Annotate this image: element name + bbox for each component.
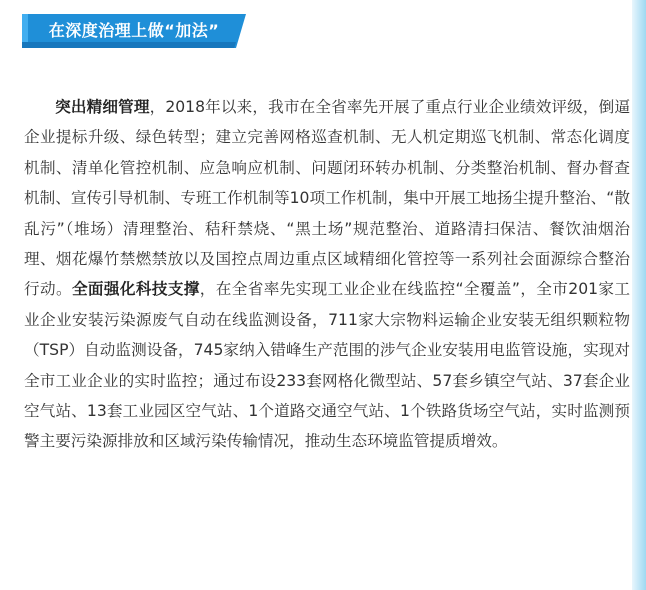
lead-phrase-fine-management: 突出精细管理 (55, 98, 150, 116)
article-paragraph (24, 92, 630, 457)
right-edge-stripe (632, 0, 646, 590)
text-tech-support: ，在全省率先实现工业企业在线监控“全覆盖”，全市201家工业企业安装污染源废气自动在线监测设备，711家大宗物料运输企业安装无组织颗粒物（TSP）自动监测设备，745家纳入错峰生产范围的涉气企业安装用电监管设施，实现对全市工业企业的实时监控；通过布设233套网格化微型站、57套乡镇空气站、37套企业空气站、13套工业园区空气站、1个道路交通空气站、1个铁路货场空气站，实时监测预警主要污染源排放和区域污染传输情况，推动生态环境监管提质增效。 (24, 280, 630, 451)
section-header (22, 14, 246, 48)
section-title: 在深度治理上做“加法” (48, 21, 220, 40)
lead-phrase-tech-support: 全面强化科技支撑 (71, 280, 200, 299)
text-fine-management: ，2018年以来，我市在全省率先开展了重点行业企业绩效评级，倒逼企业提标升级、绿色转型；建立完善网格巡查机制、无人机定期巡飞机制、常态化调度机制、清单化管控机制、应急响应机制、问题闭环转办机制、分类整治机制、督办督查机制、宣传引导机制、专班工作机制等10项工作机制，集中开展工地扬尘提升整治、“散乱污”（堆场）清理整治、秸秆禁烧、“黑土场”规范整治、道路清扫保洁、餐饮油烟治理、烟花爆竹禁燃禁放以及国控点周边重点区域精细化管控等一系列社会面源综合整治行动。 (24, 98, 630, 299)
